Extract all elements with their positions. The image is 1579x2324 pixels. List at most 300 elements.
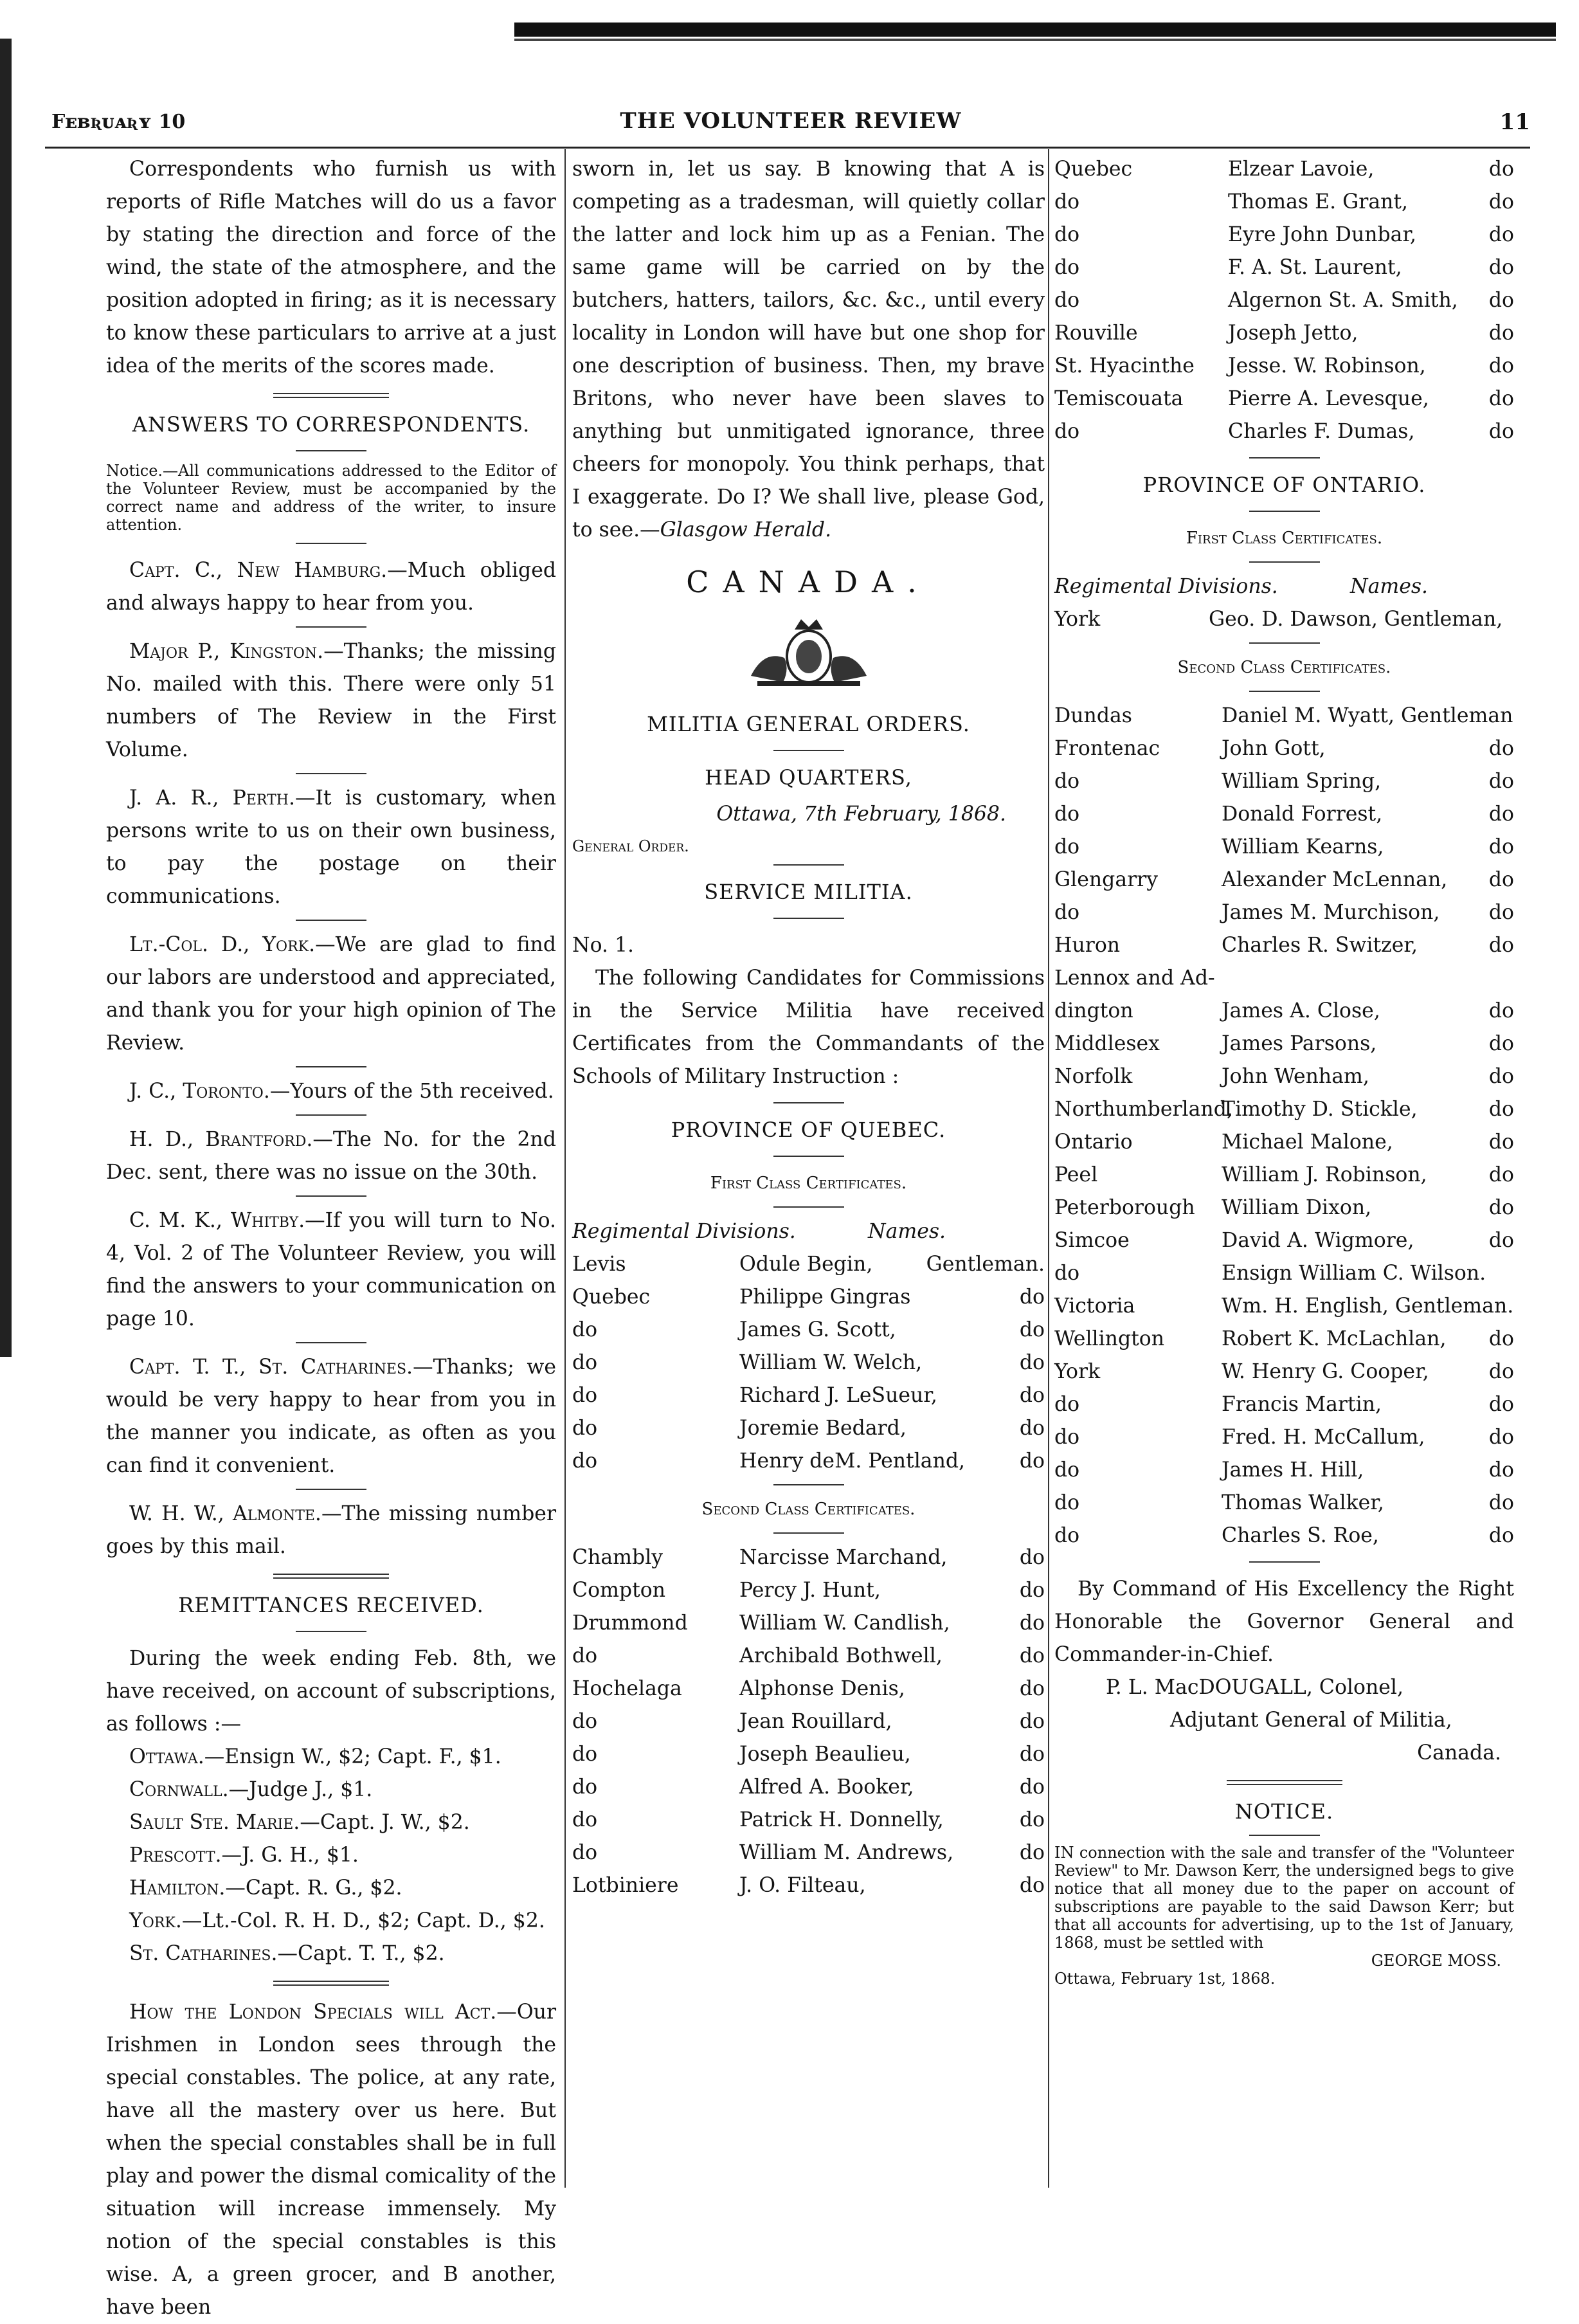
- candidate-rank: do: [1019, 1644, 1045, 1667]
- answer-text: —Yours of the 5th received.: [269, 1080, 554, 1103]
- certificate-row: [1054, 350, 1514, 383]
- division-name: do: [572, 1318, 598, 1341]
- divisions-column-label: Regimental Divisions.: [572, 1220, 796, 1243]
- candidate-name: Donald Forrest,: [1222, 803, 1383, 826]
- division-name: do: [572, 1808, 598, 1831]
- militia-orders-heading: MILITIA GENERAL ORDERS.: [647, 712, 970, 736]
- division-name: Victoria: [1054, 1294, 1135, 1318]
- candidate-name: Pierre A. Levesque,: [1228, 387, 1429, 410]
- answer-item: [106, 929, 556, 1060]
- candidate-name: Joseph Jetto,: [1228, 322, 1358, 345]
- candidate-name: James M. Murchison,: [1222, 901, 1440, 924]
- division-name: do: [1054, 1458, 1080, 1482]
- certificate-row: [1054, 1520, 1514, 1552]
- headquarters-heading: HEAD QUARTERS,: [705, 765, 912, 790]
- candidate-name: John Gott,: [1222, 737, 1326, 760]
- notice-date: Ottawa, February 1st, 1868.: [1054, 1970, 1276, 1988]
- remittances-list: [106, 1741, 556, 1970]
- divisions-column-label: Regimental Divisions.: [1054, 575, 1278, 598]
- candidate-rank: do: [1488, 322, 1514, 345]
- certificate-row: [1054, 1323, 1514, 1356]
- london-specials-title: How the London Specials will Act.: [129, 2001, 497, 2024]
- answer-item: [106, 1075, 556, 1108]
- answer-item: [106, 1351, 556, 1482]
- certificate-row: [572, 1804, 1045, 1837]
- division-name: Rouville: [1054, 322, 1138, 345]
- remittance-text: —Judge J., $1.: [228, 1778, 373, 1801]
- certificate-row: [1054, 798, 1514, 831]
- division-name: do: [572, 1644, 598, 1667]
- certificate-row: [1054, 700, 1514, 732]
- certificate-row: [572, 1705, 1045, 1738]
- division-name: do: [1054, 901, 1080, 924]
- candidate-name: William W. Welch,: [739, 1351, 923, 1374]
- candidate-name: W. Henry G. Cooper,: [1222, 1360, 1429, 1383]
- remittance-text: —Capt. T. T., $2.: [277, 1942, 445, 1965]
- certificate-row: [1054, 995, 1514, 1028]
- answer-text: —We are glad to find our labors are understood and appreciated, and thank you for your high opinion of The Review.: [106, 933, 556, 1055]
- division-name: Wellington: [1054, 1327, 1165, 1350]
- rule: [296, 1342, 366, 1343]
- signer-title: Adjutant General of Militia,: [1170, 1709, 1452, 1732]
- candidate-rank: do: [1488, 223, 1514, 246]
- rule: [1249, 561, 1320, 563]
- double-rule: [273, 393, 389, 398]
- candidate-rank: do: [1488, 190, 1514, 213]
- remittance-text: —Lt.-Col. R. H. D., $2; Capt. D., $2.: [181, 1909, 545, 1932]
- division-name: York: [1054, 1360, 1101, 1383]
- rule: [1249, 1835, 1320, 1836]
- remittance-text: —Capt. J. W., $2.: [300, 1811, 470, 1834]
- division-name: do: [572, 1775, 598, 1799]
- rule: [1249, 642, 1320, 644]
- ontario-first-class-heading: First Class Certificates.: [1186, 529, 1383, 548]
- certificate-row: [1054, 383, 1514, 415]
- candidate-name: F. A. St. Laurent,: [1228, 256, 1402, 279]
- ontario-heading: PROVINCE OF ONTARIO.: [1142, 473, 1426, 497]
- candidate-name: Alfred A. Booker,: [739, 1775, 914, 1799]
- division-name: Quebec: [572, 1285, 651, 1309]
- rule: [1249, 691, 1320, 692]
- page-number: 11: [1499, 109, 1530, 135]
- rule: [296, 1066, 366, 1067]
- candidate-name: Thomas E. Grant,: [1228, 190, 1409, 213]
- candidate-rank: do: [1488, 1327, 1514, 1350]
- quebec-second-class-list: [572, 1541, 1045, 1902]
- page-header: [51, 108, 1530, 144]
- remittance-text: —Ensign W., $2; Capt. F., $1.: [204, 1745, 501, 1768]
- division-name: do: [572, 1743, 598, 1766]
- ontario-column-headings: [1054, 570, 1514, 603]
- column-1: [106, 153, 556, 2324]
- candidate-rank: do: [1488, 387, 1514, 410]
- candidate-name: John Wenham,: [1222, 1065, 1369, 1088]
- candidate-name: Jesse. W. Robinson,: [1228, 354, 1426, 377]
- candidate-rank: do: [1019, 1417, 1045, 1440]
- division-name: do: [572, 1841, 598, 1864]
- candidate-name: Daniel M. Wyatt, Gentleman: [1222, 704, 1513, 727]
- remittance-place: York.: [129, 1909, 182, 1932]
- candidate-rank: do: [1019, 1743, 1045, 1766]
- division-name: do: [572, 1384, 598, 1407]
- remittance-item: [106, 1872, 556, 1905]
- quebec-first-class-list: [572, 1248, 1045, 1478]
- certificate-row: [1054, 929, 1514, 962]
- division-name: Norfolk: [1054, 1065, 1133, 1088]
- candidate-rank: do: [1019, 1710, 1045, 1733]
- remittances-heading: REMITTANCES RECEIVED.: [178, 1593, 484, 1617]
- candidate-rank: do: [1488, 868, 1514, 891]
- rule: [773, 1532, 844, 1534]
- candidate-name: William W. Candlish,: [739, 1611, 950, 1635]
- candidate-rank: do: [1488, 1032, 1514, 1055]
- certificate-row: [1054, 962, 1514, 995]
- quebec-first-class-heading: First Class Certificates.: [710, 1174, 907, 1193]
- division-name: do: [1054, 1524, 1080, 1547]
- certificate-row: [1054, 1028, 1514, 1060]
- remittances-intro: During the week ending Feb. 8th, we have received, on account of subscriptions, as follows :—: [106, 1647, 556, 1736]
- candidate-name: Percy J. Hunt,: [739, 1579, 881, 1602]
- candidate-name: Fred. H. McCallum,: [1222, 1426, 1425, 1449]
- answer-item: [106, 1498, 556, 1563]
- division-name: Drummond: [572, 1611, 688, 1635]
- certificate-row: [1054, 219, 1514, 251]
- certificate-row: [572, 1347, 1045, 1379]
- candidate-rank: do: [1488, 1065, 1514, 1088]
- candidate-rank: do: [1488, 1229, 1514, 1252]
- candidate-rank: do: [1488, 803, 1514, 826]
- candidate-rank: do: [1488, 1426, 1514, 1449]
- certificate-row: [1054, 317, 1514, 350]
- division-name: Simcoe: [1054, 1229, 1130, 1252]
- division-name: Lennox and Ad-: [1054, 967, 1215, 990]
- candidate-rank: do: [1488, 1491, 1514, 1514]
- candidate-name: Timothy D. Stickle,: [1222, 1098, 1418, 1121]
- candidate-rank: do: [1019, 1579, 1045, 1602]
- division-name: Middlesex: [1054, 1032, 1160, 1055]
- candidate-rank: do: [1488, 420, 1514, 443]
- candidate-rank: do: [1488, 1196, 1514, 1219]
- certificate-row: [1054, 1356, 1514, 1388]
- candidate-rank: do: [1019, 1318, 1045, 1341]
- candidate-rank: do: [1488, 999, 1514, 1022]
- division-name: do: [1054, 289, 1080, 312]
- header-title: THE VOLUNTEER REVIEW: [620, 108, 962, 134]
- certificate-row: [1054, 251, 1514, 284]
- service-militia-heading: SERVICE MILITIA.: [704, 880, 913, 904]
- candidate-name: William Dixon,: [1222, 1196, 1372, 1219]
- rule: [773, 1102, 844, 1103]
- certificate-row: [572, 1248, 1045, 1281]
- signer-name: P. L. MacDOUGALL, Colonel,: [1106, 1676, 1403, 1699]
- certificate-row: [572, 1541, 1045, 1574]
- candidate-name: William J. Robinson,: [1222, 1163, 1427, 1186]
- certificate-row: [572, 1314, 1045, 1347]
- rule: [296, 773, 366, 774]
- certificate-row: [572, 1574, 1045, 1607]
- remittance-item: [106, 1905, 556, 1938]
- remittance-place: Cornwall.: [129, 1778, 229, 1801]
- candidate-rank: do: [1488, 158, 1514, 181]
- candidate-name: Charles S. Roe,: [1222, 1524, 1379, 1547]
- candidate-name: Joseph Beaulieu,: [739, 1743, 911, 1766]
- candidate-rank: do: [1488, 1524, 1514, 1547]
- certificate-row: [572, 1640, 1045, 1673]
- candidate-name: Philippe Gingras: [739, 1285, 911, 1309]
- division-name: Dundas: [1054, 704, 1132, 727]
- division-name: Glengarry: [1054, 868, 1159, 891]
- division-name: Lotbiniere: [572, 1874, 679, 1897]
- notice-heading: NOTICE.: [1234, 1799, 1334, 1824]
- certificate-row: [1054, 732, 1514, 765]
- candidate-name: Narcisse Marchand,: [739, 1546, 948, 1569]
- division-name: do: [572, 1417, 598, 1440]
- quebec-continued-list: [1054, 153, 1514, 448]
- candidate-rank: Gentleman.: [926, 1253, 1045, 1276]
- rule: [773, 1206, 844, 1208]
- candidate-name: William M. Andrews,: [739, 1841, 954, 1864]
- candidate-name: Robert K. McLachlan,: [1222, 1327, 1447, 1350]
- candidate-name: Alphonse Denis,: [739, 1677, 905, 1700]
- continued-article: [572, 153, 1045, 547]
- candidate-name: Wm. H. English, Gentleman.: [1222, 1294, 1514, 1318]
- quebec-heading: PROVINCE OF QUEBEC.: [671, 1118, 946, 1142]
- rule: [296, 543, 366, 544]
- candidate-rank: do: [1488, 1130, 1514, 1154]
- top-border-rule: [514, 23, 1556, 37]
- answers-heading: ANSWERS TO CORRESPONDENTS.: [132, 412, 530, 437]
- rule: [773, 750, 844, 751]
- candidate-rank: do: [1488, 934, 1514, 957]
- command-statement: By Command of His Excellency the Right Honorable the Governor General and Commander-in-Chief.: [1054, 1577, 1514, 1666]
- answer-recipient: J. A. R., Perth.: [129, 786, 295, 810]
- division-name: do: [1054, 190, 1080, 213]
- quebec-second-class-heading: Second Class Certificates.: [701, 1500, 916, 1519]
- remittance-place: Ottawa.: [129, 1745, 204, 1768]
- division-name: do: [1054, 770, 1080, 793]
- rule: [1249, 511, 1320, 512]
- candidate-rank: do: [1019, 1611, 1045, 1635]
- remittance-place: St. Catharines.: [129, 1942, 278, 1965]
- certificate-row: [1054, 831, 1514, 864]
- correspondents-intro: Correspondents who furnish us with reports of Rifle Matches will do us a favor by stating the direction and force of the wind, the state of the atmosphere, and the position adopted in firing; as it is necessary to know these particulars to arrive at a just idea of the merits of the scores made.: [106, 158, 556, 377]
- rule: [296, 920, 366, 921]
- rule: [1249, 457, 1320, 458]
- answer-recipient: Capt. C., New Hamburg.: [129, 559, 388, 582]
- answer-recipient: H. D., Brantford.: [129, 1128, 313, 1151]
- canada-heading: CANADA.: [686, 565, 931, 599]
- double-rule: [1227, 1780, 1342, 1785]
- candidate-rank: do: [1488, 289, 1514, 312]
- certificate-row: [572, 1379, 1045, 1412]
- division-name: do: [1054, 223, 1080, 246]
- division-name: do: [1054, 1393, 1080, 1416]
- certificate-row: [1054, 1159, 1514, 1192]
- division-name: do: [1054, 420, 1080, 443]
- candidate-rank: do: [1019, 1775, 1045, 1799]
- certificate-row: [1054, 1388, 1514, 1421]
- remittance-item: [106, 1806, 556, 1839]
- division-name: Huron: [1054, 934, 1121, 957]
- candidate-rank: do: [1019, 1351, 1045, 1374]
- notice-signer: GEORGE MOSS.: [1371, 1952, 1501, 1970]
- answer-recipient: Capt. T. T., St. Catharines.: [129, 1356, 413, 1379]
- certificate-row: [1054, 1126, 1514, 1159]
- answer-item: [106, 782, 556, 913]
- candidate-name: William Kearns,: [1222, 835, 1384, 858]
- certificate-row: [1054, 896, 1514, 929]
- quebec-column-headings: [572, 1215, 1045, 1248]
- continued-source: Glasgow Herald.: [660, 518, 832, 541]
- candidate-name: Joremie Bedard,: [739, 1417, 907, 1440]
- answer-text: —The missing number goes by this mail.: [106, 1502, 557, 1558]
- answer-recipient: J. C., Toronto.: [129, 1080, 270, 1103]
- certificate-row: [1054, 1421, 1514, 1454]
- remittance-item: [106, 1741, 556, 1774]
- division-name: Peterborough: [1054, 1196, 1195, 1219]
- remittance-place: Hamilton.: [129, 1876, 226, 1900]
- double-rule: [273, 1574, 389, 1579]
- division-name: do: [1054, 1426, 1080, 1449]
- certificate-row: [572, 1869, 1045, 1902]
- candidate-name: James H. Hill,: [1222, 1458, 1364, 1482]
- certificate-row: [1054, 1060, 1514, 1093]
- candidate-rank: do: [1488, 901, 1514, 924]
- certificate-row: [572, 1837, 1045, 1869]
- remittance-text: —Capt. R. G., $2.: [225, 1876, 402, 1900]
- order-number: No. 1.: [572, 934, 635, 957]
- rule: [296, 1489, 366, 1490]
- double-rule: [273, 1981, 389, 1986]
- certificate-row: [1054, 1093, 1514, 1126]
- candidate-rank: do: [1019, 1449, 1045, 1473]
- answer-item: [106, 554, 556, 620]
- candidate-name: Charles R. Switzer,: [1222, 934, 1418, 957]
- candidate-rank: do: [1488, 1393, 1514, 1416]
- answer-text: —Much obliged and always happy to hear from you.: [106, 559, 556, 615]
- certificate-row: [572, 1412, 1045, 1445]
- answer-text: —If you will turn to No. 4, Vol. 2 of The Volunteer Review, you will find the answers to your communication on page 10.: [106, 1209, 556, 1330]
- column-divider-2: [1048, 149, 1049, 2188]
- certificate-row: [572, 1445, 1045, 1478]
- candidate-name: Patrick H. Donnelly,: [739, 1808, 944, 1831]
- continued-text: sworn in, let us say. B knowing that A is competing as a tradesman, will quietly collar the latter and lock him up as a Fenian. The same game will be carried on by the butchers, hatters, tailors, &c. &c., until every locality in London will have but one shop for one description of business. Then, my brave Britons, who never have been slaves to anything but unmitigated ignorance, three cheers for monopoly. You think perhaps, that I exaggerate. Do I? We shall live, please God, to see.—: [572, 158, 1045, 541]
- division-name: do: [1054, 1262, 1080, 1285]
- answer-text: —Thanks; the missing No. mailed with this. There were only 51 numbers of The Review in the First Volume.: [106, 640, 556, 761]
- column-2: [572, 153, 1045, 1902]
- certificate-row: [1054, 153, 1514, 186]
- candidate-name: Henry deM. Pentland,: [739, 1449, 966, 1473]
- candidate-name: Richard J. LeSueur,: [739, 1384, 937, 1407]
- candidate-name: James G. Scott,: [739, 1318, 896, 1341]
- certificate-row: [1054, 765, 1514, 798]
- candidate-rank: do: [1019, 1677, 1045, 1700]
- answers-notice: Notice.—All communications addressed to the Editor of the Volunteer Review, must be accompanied by the correct name and address of the writer, to insure attention.: [106, 462, 556, 534]
- answer-text: —The No. for the 2nd Dec. sent, there was no issue on the 30th.: [106, 1128, 556, 1184]
- certificate-row: [1054, 1454, 1514, 1487]
- candidate-rank: do: [1488, 1360, 1514, 1383]
- candidate-name: Algernon St. A. Smith,: [1228, 289, 1458, 312]
- division-name: York: [1054, 608, 1101, 631]
- division-name: Ontario: [1054, 1130, 1133, 1154]
- answers-list: [106, 554, 556, 1563]
- answer-recipient: W. H. W., Almonte.: [129, 1502, 321, 1525]
- candidate-rank: do: [1488, 256, 1514, 279]
- certificate-row: [572, 1738, 1045, 1771]
- candidate-rank: do: [1488, 770, 1514, 793]
- candidates-intro: The following Candidates for Commissions in the Service Militia have received Certificates from the Commandants of the Schools of Military Instruction :: [572, 967, 1045, 1088]
- candidate-rank: do: [1019, 1841, 1045, 1864]
- division-name: Levis: [572, 1253, 626, 1276]
- top-border-thin-rule: [514, 39, 1556, 41]
- candidate-rank: do: [1488, 1163, 1514, 1186]
- answer-recipient: C. M. K., Whitby.: [129, 1209, 305, 1232]
- candidate-name: James Parsons,: [1222, 1032, 1377, 1055]
- rule: [296, 1631, 366, 1632]
- rule: [1249, 1561, 1320, 1563]
- header-date: Fᴇʙʀᴜᴀʀʏ 10: [51, 111, 186, 133]
- division-name: do: [572, 1351, 598, 1374]
- certificate-row: [1054, 603, 1514, 636]
- remittance-item: [106, 1839, 556, 1872]
- division-name: do: [1054, 835, 1080, 858]
- candidate-name: Francis Martin,: [1222, 1393, 1382, 1416]
- candidate-rank: do: [1019, 1808, 1045, 1831]
- candidate-name: Alexander McLennan,: [1222, 868, 1448, 891]
- certificate-row: [1054, 1224, 1514, 1257]
- certificate-row: [572, 1607, 1045, 1640]
- candidate-rank: do: [1488, 1098, 1514, 1121]
- column-3: [1054, 153, 1514, 1988]
- division-name: Peel: [1054, 1163, 1098, 1186]
- remittance-text: —J. G. H., $1.: [221, 1844, 359, 1867]
- candidate-rank: do: [1019, 1285, 1045, 1309]
- candidate-name: Eyre John Dunbar,: [1228, 223, 1417, 246]
- ontario-first-class-list: [1054, 603, 1514, 636]
- london-specials-article: [106, 1996, 556, 2324]
- certificate-row: [572, 1673, 1045, 1705]
- division-name: Chambly: [572, 1546, 663, 1569]
- london-specials-text: —Our Irishmen in London sees through the special constables. The police, at any rate, have all the mastery over us here. But when the special constables shall be in full play and power the dismal comicality of the situation will increase immensely. My notion of the special constables is this wise. A, a green grocer, and B another, have been: [106, 2001, 556, 2319]
- certificate-row: [1054, 284, 1514, 317]
- candidate-rank: do: [1019, 1384, 1045, 1407]
- division-name: do: [572, 1710, 598, 1733]
- answer-text: —It is customary, when persons write to us on their own business, to pay the postage on their communications.: [106, 786, 556, 908]
- candidate-rank: do: [1019, 1874, 1045, 1897]
- rule: [773, 1484, 844, 1485]
- candidate-name: Michael Malone,: [1222, 1130, 1393, 1154]
- ontario-second-class-heading: Second Class Certificates.: [1177, 658, 1391, 677]
- header-rule: [45, 147, 1530, 149]
- candidate-name: Jean Rouillard,: [739, 1710, 892, 1733]
- remittance-place: Sault Ste. Marie.: [129, 1811, 300, 1834]
- candidate-name: Geo. D. Dawson, Gentleman,: [1209, 608, 1503, 631]
- remittance-place: Prescott.: [129, 1844, 222, 1867]
- certificate-row: [1054, 1487, 1514, 1520]
- certificate-row: [1054, 864, 1514, 896]
- candidate-name: Elzear Lavoie,: [1228, 158, 1375, 181]
- division-name: Northumberland,: [1054, 1098, 1233, 1121]
- division-name: Quebec: [1054, 158, 1133, 181]
- rule: [773, 918, 844, 919]
- left-binding-edge: [0, 39, 12, 1357]
- candidate-name: Thomas Walker,: [1222, 1491, 1384, 1514]
- certificate-row: [572, 1771, 1045, 1804]
- rule: [296, 1114, 366, 1116]
- notice-text: IN connection with the sale and transfer of the "Volunteer Review" to Mr. Dawson Kerr, the undersigned begs to give notice that all money due to the paper on account of subscriptions are payable to the said Dawson Kerr; but that all accounts for advertising, up to the 1st of January, 1868, must be settled with: [1054, 1844, 1514, 1952]
- division-name: do: [572, 1449, 598, 1473]
- division-name: Hochelaga: [572, 1677, 682, 1700]
